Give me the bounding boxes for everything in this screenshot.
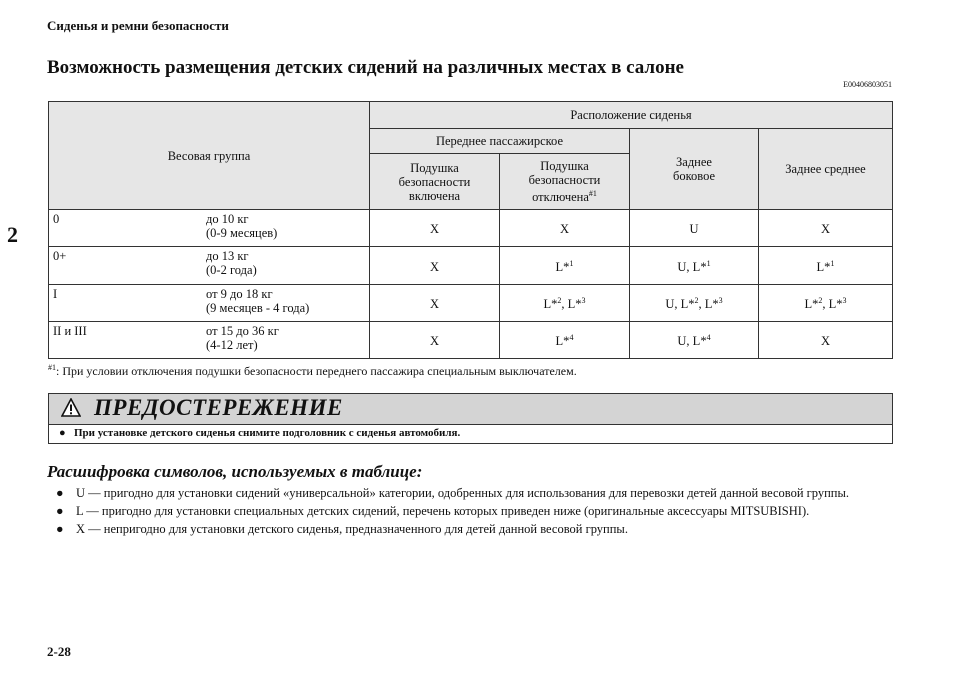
cell-sup: 1 (830, 258, 835, 268)
weight-value: до 13 кг (206, 249, 249, 263)
cell-rear-side (630, 210, 759, 247)
bullet-icon: ● (56, 522, 64, 536)
warning-box (48, 393, 893, 444)
cell-airbag-off (500, 322, 630, 359)
cell-airbag-off (500, 247, 630, 285)
weight-value: до 10 кг (206, 212, 249, 226)
bullet-icon: ● (56, 504, 64, 518)
list-item (56, 485, 886, 501)
weight-range (202, 210, 370, 247)
age-value: (9 месяцев - 4 года) (206, 301, 310, 315)
weight-group: II и III (49, 322, 203, 359)
cell-text: X (559, 222, 570, 237)
cell-text: L* (555, 260, 570, 275)
airbag-off-header-label: Подушка безопасности отключена (528, 158, 601, 205)
cell-text: X (429, 260, 440, 275)
weight-range (202, 285, 370, 322)
cell-airbag-off (500, 285, 630, 322)
cell-text: X (820, 222, 831, 237)
age-value: (0-2 года) (206, 263, 257, 277)
cell-rear-side (630, 322, 759, 359)
weight-value: от 9 до 18 кг (206, 287, 273, 301)
cell-sup-2: 3 (842, 296, 847, 306)
age-value: (0-9 месяцев) (206, 226, 278, 240)
document-code: E00406803051 (843, 80, 892, 89)
cell-rear-center (759, 322, 893, 359)
legend-item-text: U — пригодно для установки сидений «универсальной» категории, одобренных для использования для перевозки детей данной весовой группы. (76, 486, 850, 500)
warning-title: ПРЕДОСТЕРЕЖЕНИЕ (94, 395, 343, 420)
weight-group: 0+ (49, 247, 203, 285)
rear-side-header-text: Заднее боковое (672, 155, 716, 183)
table-row (49, 247, 893, 285)
weight-group: I (49, 285, 203, 322)
footnote-mark: #1 (588, 188, 597, 198)
weight-range (202, 247, 370, 285)
front-passenger-header: Переднее пассажирское (370, 129, 630, 154)
warning-triangle-icon (61, 398, 81, 418)
weight-value: от 15 до 36 кг (206, 324, 279, 338)
list-item (56, 503, 886, 519)
cell-sup: 1 (569, 258, 574, 268)
page-title: Возможность размещения детских сидений на различных местах в салоне (47, 57, 684, 78)
cell-text: L* (804, 297, 819, 312)
cell-sup: 2 (818, 296, 823, 306)
cell-airbag-on (370, 210, 500, 247)
footnote-mark: #1 (48, 363, 56, 372)
legend-item-text: X — непригодно для установки детского сиденья, предназначенного для детей данной весовой группы. (76, 522, 628, 536)
footnote-text: : При условии отключения подушки безопасности переднего пассажира специальным выключателем. (56, 364, 577, 378)
child-seat-table (48, 101, 893, 359)
cell-text: U (689, 222, 699, 237)
airbag-on-header-text: Подушка безопасности включена (398, 160, 471, 203)
bullet-icon: ● (59, 427, 66, 439)
list-item (56, 521, 886, 537)
cell-text-2: , L* (561, 297, 582, 312)
weight-group: 0 (49, 210, 203, 247)
cell-airbag-on (370, 322, 500, 359)
legend-title: Расшифровка символов, используемых в таблице: (47, 462, 423, 481)
cell-text: L* (543, 297, 558, 312)
cell-text: L* (555, 334, 570, 349)
cell-text-2: , L* (698, 297, 719, 312)
cell-text: U, L* (665, 297, 695, 312)
cell-text: X (429, 297, 440, 312)
cell-sup: 4 (706, 333, 711, 343)
cell-text: X (820, 334, 831, 349)
cell-text: U, L* (677, 334, 707, 349)
cell-sup-2: 3 (718, 296, 723, 306)
page-number: 2-28 (47, 644, 71, 659)
cell-airbag-on (370, 247, 500, 285)
warning-header (49, 394, 892, 425)
table-footnote (48, 363, 577, 379)
weight-range (202, 322, 370, 359)
airbag-off-header-text (520, 159, 610, 204)
warning-body (49, 425, 892, 443)
cell-airbag-on (370, 285, 500, 322)
rear-center-header: Заднее среднее (759, 129, 893, 210)
cell-sup-2: 3 (581, 296, 586, 306)
page-header: Сиденья и ремни безопасности (47, 18, 229, 33)
cell-sup: 1 (706, 258, 711, 268)
rear-side-header (630, 129, 759, 210)
age-value: (4-12 лет) (206, 338, 258, 352)
cell-sup: 2 (694, 296, 699, 306)
bullet-icon: ● (56, 486, 64, 500)
cell-text: X (429, 334, 440, 349)
airbag-on-header (370, 154, 500, 210)
airbag-off-header (500, 154, 630, 210)
legend-item-text: L — пригодно для установки специальных детских сидений, перечень которых приведен ниже (оригинальные аксессуары MITSUBISHI). (76, 504, 810, 518)
warning-text: При установке детского сиденья снимите подголовник с сиденья автомобиля. (74, 427, 461, 439)
cell-rear-center (759, 285, 893, 322)
cell-text: L* (816, 260, 831, 275)
seat-position-header: Расположение сиденья (370, 102, 893, 129)
cell-text: U, L* (677, 260, 707, 275)
cell-rear-side (630, 285, 759, 322)
cell-text-2: , L* (822, 297, 843, 312)
cell-sup: 4 (569, 333, 574, 343)
cell-rear-side (630, 247, 759, 285)
weight-group-header: Весовая группа (49, 102, 370, 210)
chapter-tab: 2 (7, 222, 18, 247)
legend-list (56, 485, 886, 539)
table-row (49, 322, 893, 359)
cell-airbag-off (500, 210, 630, 247)
cell-text: X (429, 222, 440, 237)
table-row (49, 285, 893, 322)
cell-sup: 2 (557, 296, 562, 306)
cell-rear-center (759, 210, 893, 247)
table-row (49, 210, 893, 247)
cell-rear-center (759, 247, 893, 285)
